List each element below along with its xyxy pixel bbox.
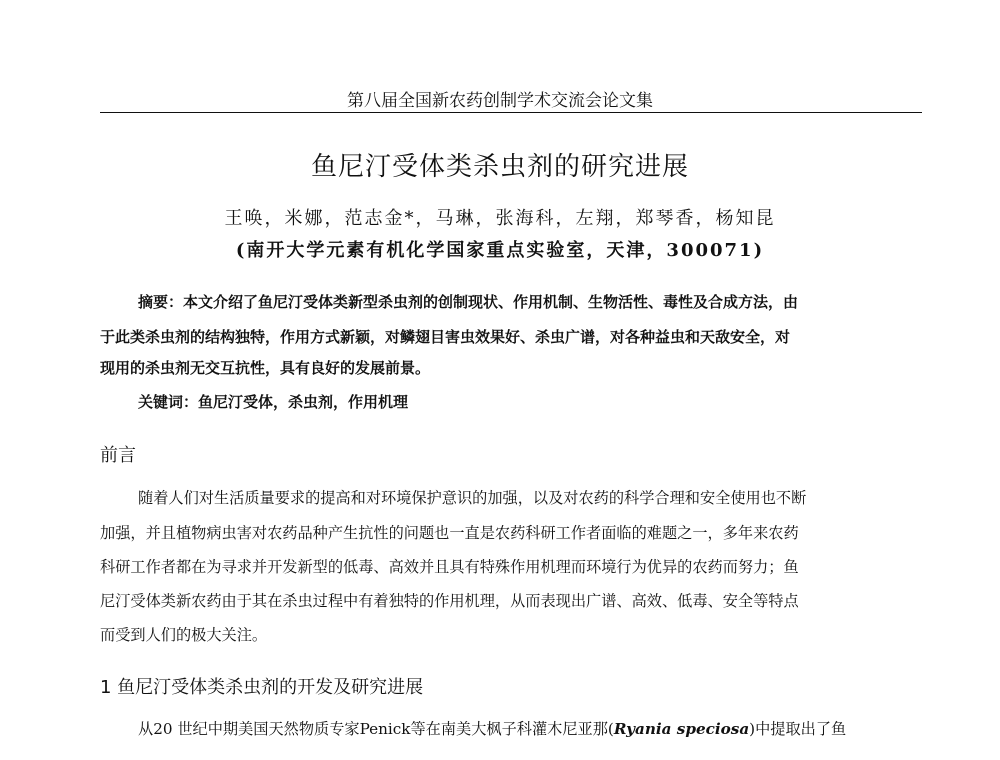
intro-line: 尼汀受体类新农药由于其在杀虫过程中有着独特的作用机理，从而表现出广谱、高效、低毒、安全等特点 xyxy=(100,592,799,610)
section1-line xyxy=(138,718,846,739)
intro-line: 科研工作者都在为寻求并开发新型的低毒、高效并且具有特殊作用机理而环境行为优异的农药而努力；鱼 xyxy=(100,558,799,576)
section-heading-1: 1 鱼尼汀受体类杀虫剂的开发及研究进展 xyxy=(100,677,424,698)
intro-line: 加强，并且植物病虫害对农药品种产生抗性的问题也一直是农药科研工作者面临的难题之一，多年来农药 xyxy=(100,524,799,542)
paper-title: 鱼尼汀受体类杀虫剂的研究进展 xyxy=(310,152,689,182)
affiliation: (南开大学元素有机化学国家重点实验室，天津，300071) xyxy=(235,240,765,261)
running-header: 第八届全国新农药创制学术交流会论文集 xyxy=(347,91,653,111)
intro-line: 随着人们对生活质量要求的提高和对环境保护意识的加强，以及对农药的科学合理和安全使用也不断 xyxy=(138,489,807,507)
section1-text: )中提取出了鱼 xyxy=(749,720,847,738)
species-name: Ryania speciosa xyxy=(613,720,750,738)
author-list: 王唤，米娜，范志金*，马琳，张海科，左翔，郑琴香，杨知昆 xyxy=(224,208,776,229)
keywords: 关键词：鱼尼汀受体，杀虫剂，作用机理 xyxy=(138,393,409,411)
abstract-line: 现用的杀虫剂无交互抗性，具有良好的发展前景。 xyxy=(100,359,431,377)
section1-text: 从20 世纪中期美国天然物质专家Penick等在南美大枫子科灌木尼亚那( xyxy=(138,720,614,738)
intro-line: 而受到人们的极大关注。 xyxy=(100,626,268,644)
section-heading-intro: 前言 xyxy=(100,445,136,466)
abstract-line: 于此类杀虫剂的结构独特，作用方式新颖，对鳞翅目害虫效果好、杀虫广谱，对各种益虫和天敌安全，对 xyxy=(100,328,791,346)
header-rule xyxy=(100,112,922,113)
abstract-line: 摘要：本文介绍了鱼尼汀受体类新型杀虫剂的创制现状、作用机制、生物活性、毒性及合成方法，由 xyxy=(138,293,799,311)
